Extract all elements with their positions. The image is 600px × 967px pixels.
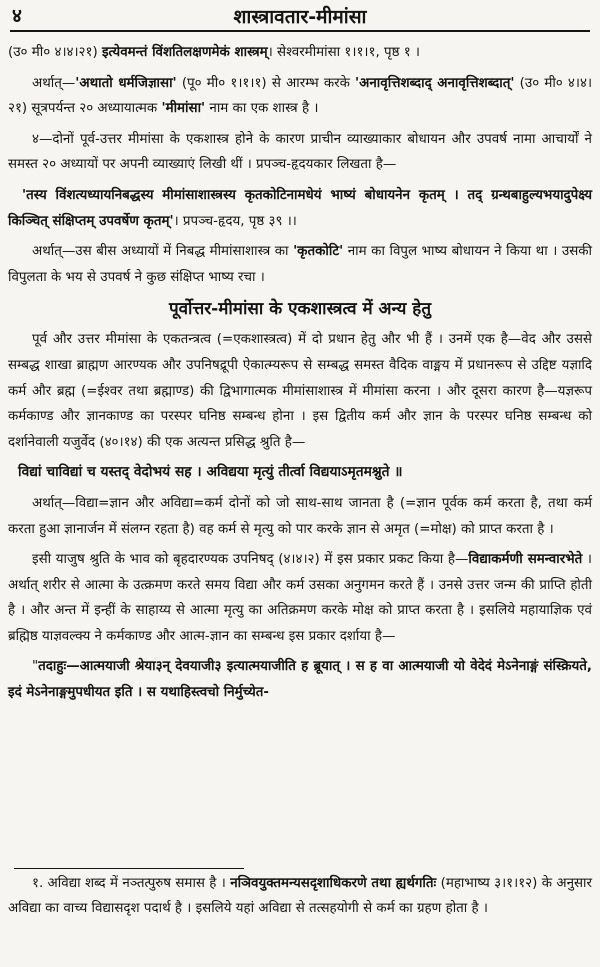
paragraph-6: पूर्व और उत्तर मीमांसा के एकतन्त्रत्व (=एकशास्त्रत्व) में दो प्रधान हेतु और भी हैं । उनमें एक है—वेद और उससे सम्बद्ध शाखा ब्राह्मण आरण्यक और उपनिषद्रूपी ऐकात्म्यरूप से सम्बद्ध समस्त वैदिक वाङ्मय में प्रधानरूप से उद्दिष्ट यज्ञादि कर्म और ब्रह्म (=ईश्वर तथा ब्रह्माण्ड) की द्विभागात्मक मीमांसाशास्त्र में मीमांसा करना । और दूसरा कारण है—यज्ञरूप कर्मकाण्ड और ज्ञानकाण्ड का परस्पर घनिष्ठ सम्बन्ध होना । इस द्वितीय कर्म और ज्ञान के परस्पर घनिष्ठ सम्बन्ध को दर्शानेवाली यजुर्वेद (४०।१४) की एक अत्यन्त प्रसिद्ध श्रुति है— — [8, 332, 592, 450]
paragraph-1: (उ० मी० ४।४।२१) इत्येवमन्तं विंशतिलक्षणमेकं शास्त्रम्। सेश्वरमीमांसा १।१।१, पृष्ठ १ । — [8, 45, 421, 60]
header-rule — [10, 30, 590, 32]
paragraph-8: इसी याजुष श्रुति के भाव को बृहदारण्यक उपनिषद् (४।४।२) में इस प्रकार प्रकट किया है—विद्याकर्मणी समन्वारभेते । अर्थात् शरीर से आत्मा के उत्क्रमण करते समय विद्या और कर्म उसका अनुगमन करते हैं । उनसे उत्तर जन्म की प्राप्ति होती है । और अन्त में इन्हीं के साहाय्य से आत्मा मृत्यु का अतिक्रमण करके मोक्ष को प्राप्त करता है । इसलिये महायाज्ञिक एवं ब्रह्मिष्ठ याज्ञवल्क्य ने कर्मकाण्ड और आत्म-ज्ञान का सम्बन्ध इस प्रकार दर्शाया है— — [8, 552, 592, 644]
quoted-sanskrit: इत्येवमन्तं विंशतिलक्षणमेकं शास्त्रम् — [101, 45, 268, 60]
footnote-rule — [14, 868, 244, 869]
paragraph-2: अर्थात्—'अथातो धर्मजिज्ञासा' (पू० मी० १।१।१) से आरम्भ करके 'अनावृत्तिशब्दाद् अनावृत्तिशब्दात्' (उ० मी० ४।४।२१) सूत्रपर्यन्त २० अध्यायात्मक 'मीमांसा' नाम का एक शास्त्र है । — [8, 75, 593, 117]
running-title: शास्त्रावतार-मीमांसा — [233, 6, 367, 28]
paragraph-3: ४—दोनों पूर्व-उत्तर मीमांसा के एकशास्त्र होने के कारण प्राचीन व्याख्याकार बोधायन और उपवर्ष नामा आचार्यों ने समस्त २० अध्यायों पर अपनी व्याख्याएं लिखी थीं । प्रपञ्च-हृदयकार लिखता है— — [8, 131, 592, 173]
page-number: ४ — [12, 5, 22, 27]
verse-quote: विद्यां चाविद्यां च यस्तद् वेदोभयं सह । अविद्यया मृत्युं तीर्त्वा विद्ययाऽमृतमश्नुते ॥ — [18, 464, 403, 481]
paragraph-5: अर्थात्—उस बीस अध्यायों में निबद्ध मीमांसाशास्त्र का 'कृतकोटि' नाम का विपुल भाष्य बोधायन ने किया था । उसकी विपुलता के भय से उपवर्ष ने कुछ संक्षिप्त भाष्य रचा । — [8, 244, 593, 285]
paragraph-9: "तदाहुः—आत्मयाजी श्रेया३न् देवयाजी३ इत्यात्मयाजीति ह ब्रूयात् । स ह वा आत्मयाजी यो वेदेदं मेऽनेनाङ्गं संस्क्रियते, इदं मेऽनेनाङ्गमुपधीयत इति । स यथाहिस्त्वचो निर्मुच्येत- — [8, 659, 592, 701]
section-heading: पूर्वोत्तर-मीमांसा के एकशास्त्रत्व में अन्य हेतु — [168, 299, 432, 320]
paragraph-4-quote: 'तस्य विंशत्यध्यायनिबद्धस्य मीमांसाशास्त्रस्य कृतकोटिनामधेयं भाष्यं बोधायनेन कृतम् । तद् ग्रन्थबाहुल्यभयादुपेक्ष्य किञ्चित् संक्षिप्तम् उपवर्षेण कृतम्'। प्रपञ्च-हृदय, पृष्ठ ३९ ।। — [8, 187, 592, 229]
page-body — [8, 40, 592, 711]
paragraph-7: अर्थात्—विद्या=ज्ञान और अविद्या=कर्म दोनों को जो साथ-साथ जानता है (=ज्ञान पूर्वक कर्म करता है, तथा कर्म करता हुआ ज्ञानार्जन में संलग्न रहता है) वह कर्म से मृत्यु को पार करके ज्ञान से अमृत (=मोक्ष) को प्राप्त करता है । — [8, 495, 592, 537]
footnote: १. अविद्या शब्द में नञ्तत्पुरुष समास है । नञिवयुक्तमन्यसदृशाधिकरणे तथा ह्यर्थगतिः (महाभाष्य ३।१।१२) के अनुसार अविद्या का वाच्य विद्यासदृश पदार्थ है । इसलिये यहां अविद्या से तत्सहयोगी से कर्म का ग्रहण होता है । — [8, 876, 592, 916]
page-header — [0, 2, 600, 30]
